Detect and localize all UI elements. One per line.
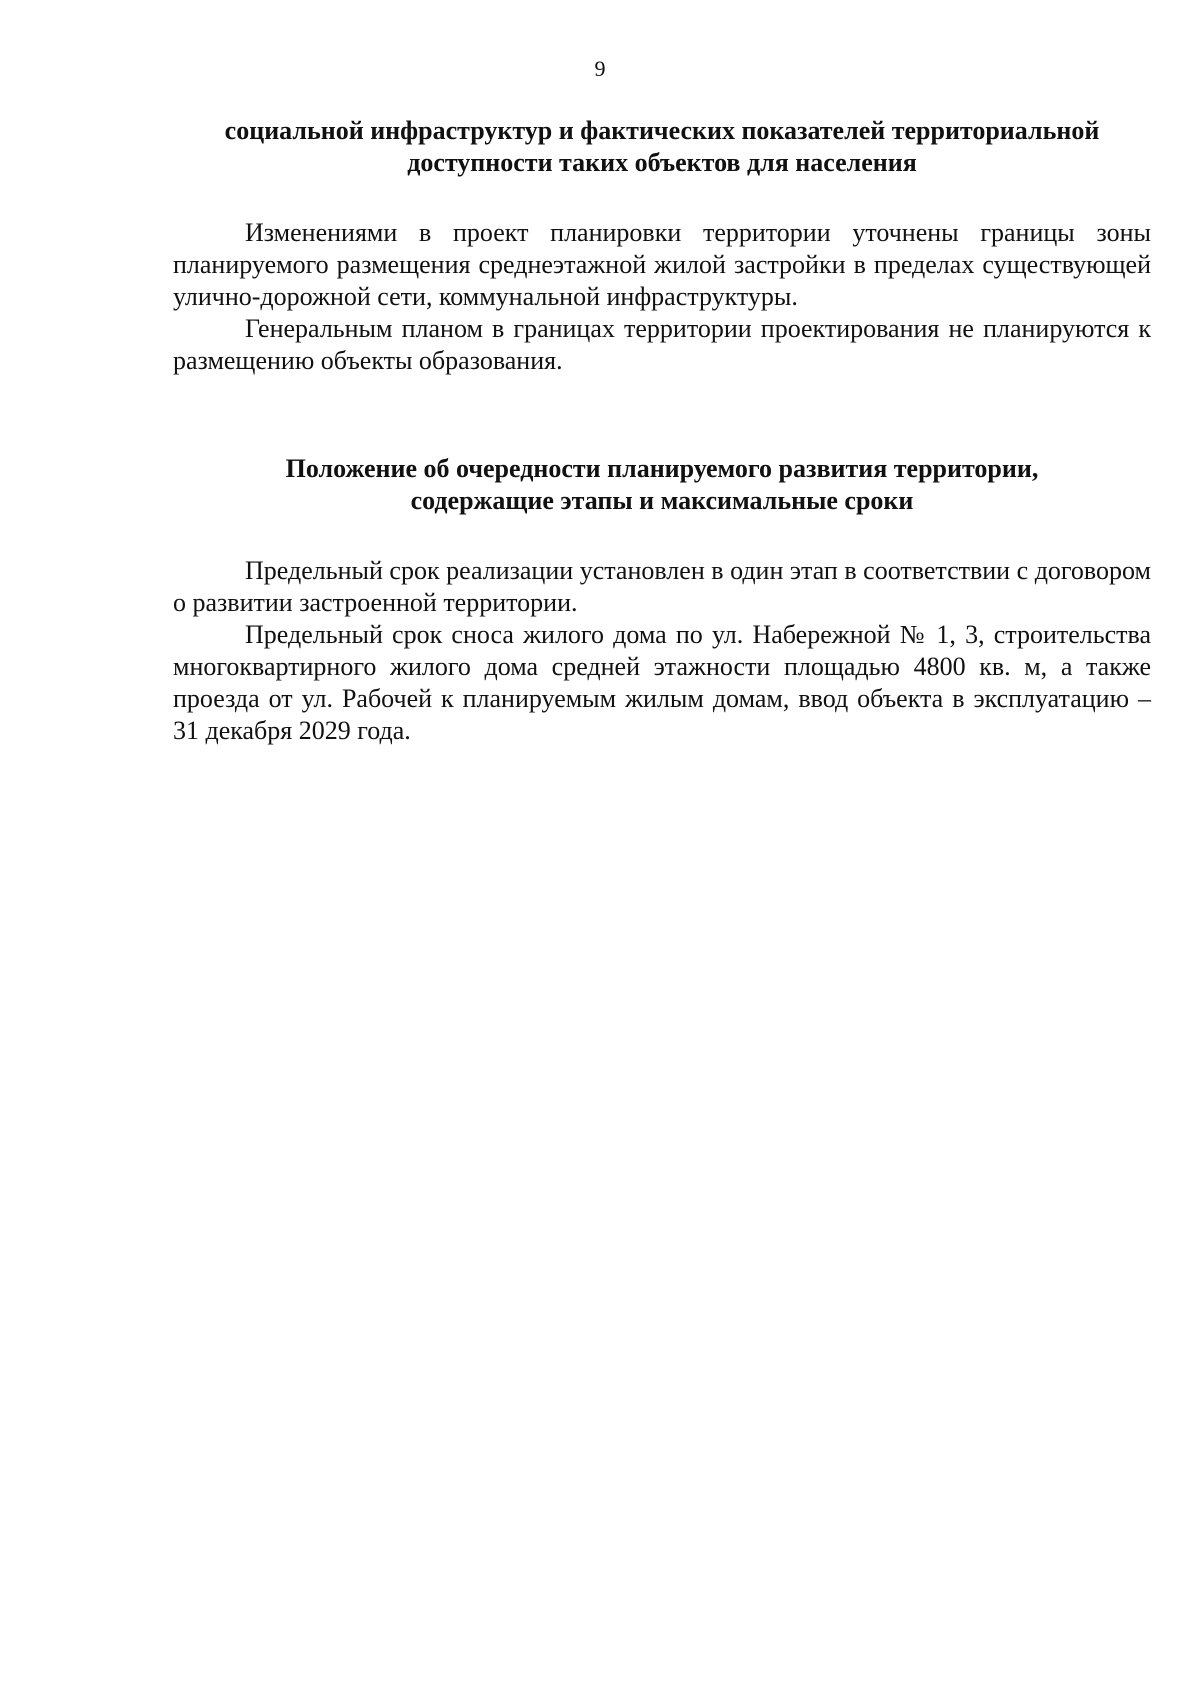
paragraph-planning-changes: Изменениями в проект планировки территории уточнены границы зоны планируемого размещения среднеэтажной жилой застройки в пределах существующей улично-дорожной сети, коммунальной инфраструктуры. xyxy=(173,218,1151,311)
paragraph-demolition-deadline: Предельный срок сноса жилого дома по ул. Набережной № 1, 3, строительства многоквартирного жилого дома средней этажности площадью 4800 кв. м, а также проезда от ул. Рабочей к планируемым жилым домам, ввод объекта в эксплуатацию – 31 декабря 2029 года. xyxy=(173,620,1151,745)
section-heading-development-stages xyxy=(173,453,1151,517)
page-number: 9 xyxy=(594,56,606,81)
document-body xyxy=(173,115,1151,747)
section-heading-social-infrastructure xyxy=(173,115,1151,179)
heading-line: социальной инфраструктур и фактических показателей территориальной xyxy=(224,116,1100,145)
paragraph-deadline-stage: Предельный срок реализации установлен в один этап в соответствии с договором о развитии застроенной территории. xyxy=(173,556,1151,617)
heading-line: доступности таких объектов для населения xyxy=(407,148,917,177)
paragraph-general-plan: Генеральным планом в границах территории проектирования не планируются к размещению объекты образования. xyxy=(173,314,1151,375)
heading-line: содержащие этапы и максимальные сроки xyxy=(410,486,914,515)
heading-line: Положение об очередности планируемого развития территории, xyxy=(285,454,1039,483)
